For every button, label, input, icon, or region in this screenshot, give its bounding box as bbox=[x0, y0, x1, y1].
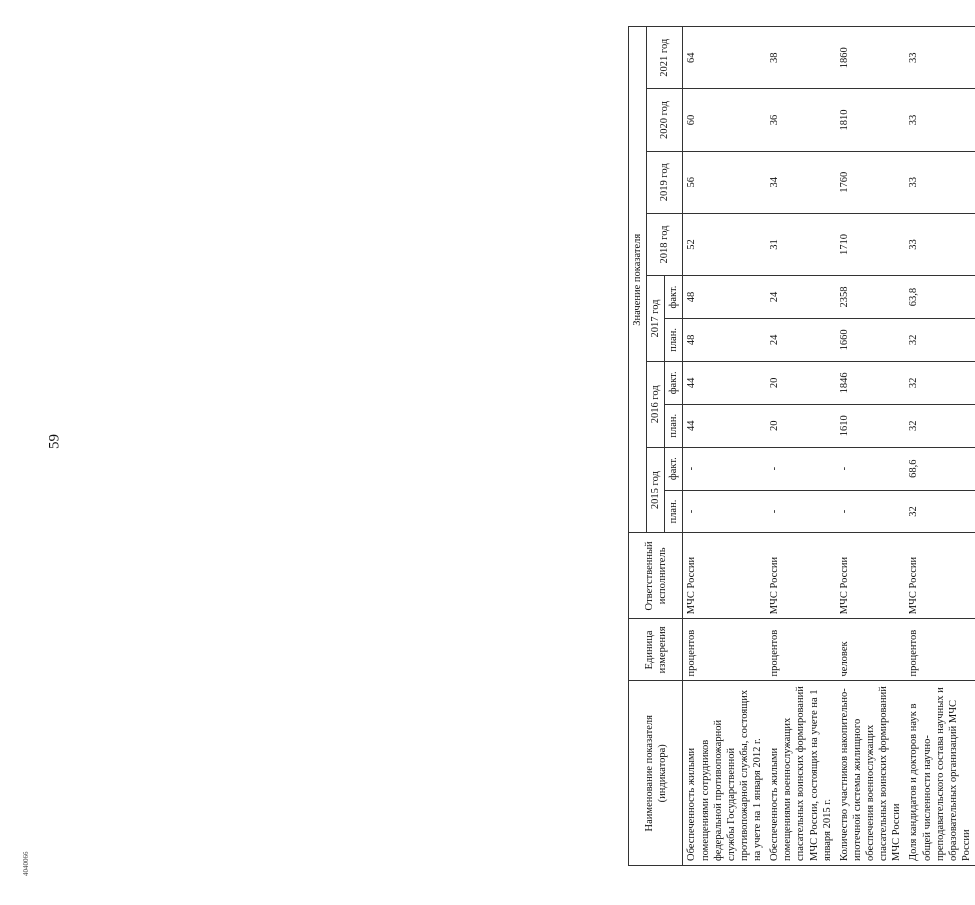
value-2019-cell: 1760 bbox=[836, 151, 906, 213]
plan-2015-cell: - bbox=[766, 490, 836, 533]
value-2018-cell: 31 bbox=[766, 213, 836, 275]
header-year-2015: 2015 год bbox=[647, 447, 665, 533]
unit-cell: процентов bbox=[766, 619, 836, 681]
value-2018-cell: 1710 bbox=[836, 213, 906, 275]
indicator-name: Количество участников накопительно-ипотечной системы жилищного обеспечения военнослужащих спасательных воинских формирований МЧС России bbox=[836, 681, 906, 866]
header-executor: Ответственный исполнитель bbox=[629, 533, 683, 619]
plan-2017-cell: 24 bbox=[766, 318, 836, 361]
header-indicator: Наименование показателя (индикатора) bbox=[629, 681, 683, 866]
plan-2016-cell: 44 bbox=[683, 404, 766, 447]
indicator-name: Обеспеченность жилыми помещениями сотрудников федеральной противопожарной службы Государственной противопожарной службы, состоящих на учете на 1 января 2012 г. bbox=[683, 681, 766, 866]
header-year-2016: 2016 год bbox=[647, 361, 665, 447]
header-fact-2017: факт. bbox=[665, 276, 683, 319]
document-id: 4040066 bbox=[22, 851, 30, 876]
header-year-2017: 2017 год bbox=[647, 276, 665, 362]
indicator-table bbox=[628, 26, 975, 866]
fact-2015-cell: - bbox=[683, 447, 766, 490]
value-2020-cell: 36 bbox=[766, 89, 836, 151]
header-year-2019: 2019 год bbox=[647, 151, 683, 213]
executor-cell: МЧС России bbox=[905, 533, 975, 619]
fact-2016-cell: 32 bbox=[905, 361, 975, 404]
plan-2016-cell: 20 bbox=[766, 404, 836, 447]
value-2020-cell: 60 bbox=[683, 89, 766, 151]
plan-2016-cell: 32 bbox=[905, 404, 975, 447]
header-year-2020: 2020 год bbox=[647, 89, 683, 151]
header-year-2018: 2018 год bbox=[647, 213, 683, 275]
table-row bbox=[683, 27, 766, 866]
header-fact-2015: факт. bbox=[665, 447, 683, 490]
page-number: 59 bbox=[46, 434, 63, 449]
fact-2015-cell: - bbox=[766, 447, 836, 490]
executor-cell: МЧС России bbox=[836, 533, 906, 619]
value-2019-cell: 34 bbox=[766, 151, 836, 213]
value-2021-cell: 33 bbox=[905, 27, 975, 89]
value-2021-cell: 38 bbox=[766, 27, 836, 89]
plan-2017-cell: 1660 bbox=[836, 318, 906, 361]
plan-2016-cell: 1610 bbox=[836, 404, 906, 447]
value-2018-cell: 52 bbox=[683, 213, 766, 275]
fact-2017-cell: 24 bbox=[766, 276, 836, 319]
fact-2016-cell: 44 bbox=[683, 361, 766, 404]
plan-2015-cell: 32 bbox=[905, 490, 975, 533]
unit-cell: человек bbox=[836, 619, 906, 681]
header-unit: Единица измерения bbox=[629, 619, 683, 681]
value-2021-cell: 64 bbox=[683, 27, 766, 89]
header-plan-2015: план. bbox=[665, 490, 683, 533]
fact-2016-cell: 20 bbox=[766, 361, 836, 404]
value-2021-cell: 1860 bbox=[836, 27, 906, 89]
header-value: Значение показателя bbox=[629, 27, 647, 533]
value-2019-cell: 56 bbox=[683, 151, 766, 213]
header-year-2021: 2021 год bbox=[647, 27, 683, 89]
fact-2016-cell: 1846 bbox=[836, 361, 906, 404]
unit-cell: процентов bbox=[683, 619, 766, 681]
indicator-name: Обеспеченность жилыми помещениями военнослужащих спасательных воинских формирований МЧС России, состоящих на учете на 1 января 2015 г. bbox=[766, 681, 836, 866]
plan-2015-cell: - bbox=[836, 490, 906, 533]
plan-2015-cell: - bbox=[683, 490, 766, 533]
fact-2015-cell: 68,6 bbox=[905, 447, 975, 490]
table-row bbox=[905, 27, 975, 866]
table-row bbox=[836, 27, 906, 866]
value-2018-cell: 33 bbox=[905, 213, 975, 275]
executor-cell: МЧС России bbox=[766, 533, 836, 619]
fact-2015-cell: - bbox=[836, 447, 906, 490]
value-2020-cell: 33 bbox=[905, 89, 975, 151]
header-fact-2016: факт. bbox=[665, 361, 683, 404]
unit-cell: процентов bbox=[905, 619, 975, 681]
plan-2017-cell: 32 bbox=[905, 318, 975, 361]
fact-2017-cell: 2358 bbox=[836, 276, 906, 319]
fact-2017-cell: 48 bbox=[683, 276, 766, 319]
plan-2017-cell: 48 bbox=[683, 318, 766, 361]
executor-cell: МЧС России bbox=[683, 533, 766, 619]
header-plan-2017: план. bbox=[665, 318, 683, 361]
table-row bbox=[766, 27, 836, 866]
value-2019-cell: 33 bbox=[905, 151, 975, 213]
indicator-name: Доля кандидатов и докторов наук в общей численности научно-преподавательского состава научных и образовательных организаций МЧС России bbox=[905, 681, 975, 866]
fact-2017-cell: 63,8 bbox=[905, 276, 975, 319]
value-2020-cell: 1810 bbox=[836, 89, 906, 151]
header-plan-2016: план. bbox=[665, 404, 683, 447]
